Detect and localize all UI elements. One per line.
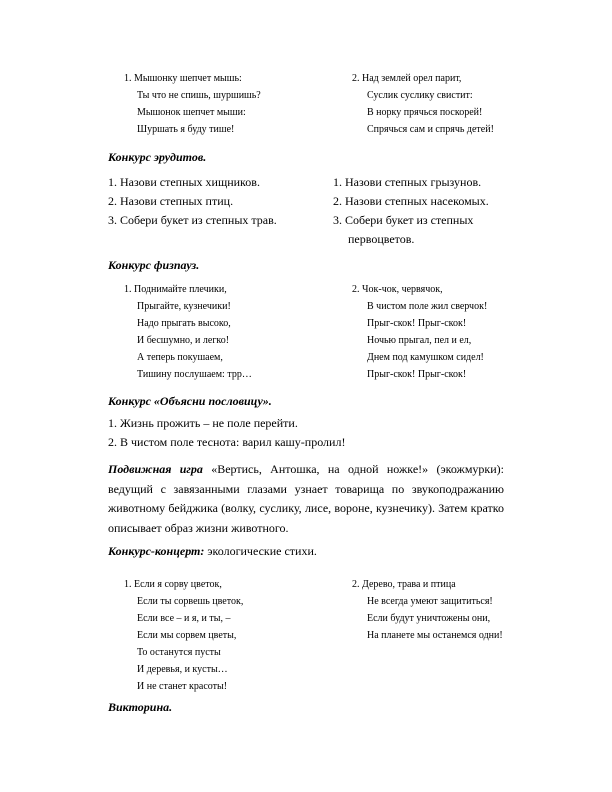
proverb-item: 1. Жизнь прожить – не поле перейти. [108,416,298,430]
concert-left-line: Если все – и я, и ты, – [137,613,231,624]
concert-heading-line [108,544,317,559]
heading-quiz: Викторина. [108,700,173,714]
proverb-item: 2. В чистом поле теснота: варил кашу-пролил! [108,435,346,449]
heading-fizpause: Конкурс физпауз. [108,258,200,272]
concert-heading-tail: экологические стихи. [204,544,317,558]
poem-top-right-line: В норку прячься поскорей! [367,107,483,118]
fizpause-left-line: И бесшумно, и легко! [137,335,230,346]
erudite-left-item: 1. Назови степных хищников. [108,175,260,189]
fizpause-left-line: Тишину послушаем: трр… [137,369,252,380]
fizpause-right-line: 2. Чок-чок, червячок, [352,284,443,295]
game-text: «Вертись, Антошка, на одной ножке!» (экожмурки): ведущий с завязанными глазами узнает товарища по звукоподражанию животному бейджика (волку, суслику, лисе, вороне, кузнечику). Затем кратко описывает образ жизни животного. [108,462,504,535]
poem-top-left-line: Мышонок шепчет мыши: [137,107,246,118]
concert-left-line: Если мы сорвем цветы, [137,630,237,641]
fizpause-left-line: 1. Поднимайте плечики, [124,284,227,295]
poem-top-left-line: 1. Мышонку шепчет мышь: [124,73,242,84]
fizpause-right-line: В чистом поле жил сверчок! [367,301,488,312]
fizpause-right-line: Днем под камушком сидел! [367,352,484,363]
erudite-left-item: 3. Собери букет из степных трав. [108,213,277,227]
erudite-right-item-cont: первоцветов. [348,232,415,246]
concert-left-line: И деревья, и кусты… [137,664,228,675]
heading-concert: Конкурс-концерт: [108,544,205,558]
concert-left-line: И не станет красоты! [137,681,228,692]
poem-top-left-line: Ты что не спишь, шуршишь? [137,90,261,101]
concert-left-line: Если ты сорвешь цветок, [137,596,244,607]
heading-proverb: Конкурс «Объясни пословицу». [108,394,272,408]
concert-right-line: Если будут уничтожены они, [367,613,491,624]
fizpause-left-line: А теперь покушаем, [137,352,223,363]
erudite-right-item: 1. Назови степных грызунов. [333,175,482,189]
poem-top-right-line: 2. Над землей орел парит, [352,73,462,84]
concert-right-line: Не всегда умеют защититься! [367,596,493,607]
fizpause-right-line: Прыг-скок! Прыг-скок! [367,318,467,329]
game-paragraph [108,460,504,538]
fizpause-right-line: Ночью прыгал, пел и ел, [367,335,472,346]
fizpause-left-line: Надо прыгать высоко, [137,318,231,329]
fizpause-left-line: Прыгайте, кузнечики! [137,301,231,312]
poem-top-right-line: Суслик суслику свистит: [367,90,473,101]
poem-top-right-line: Спрячься сам и спрячь детей! [367,124,494,135]
erudite-right-item: 3. Собери букет из степных [333,213,474,227]
heading-erudite: Конкурс эрудитов. [108,150,207,164]
erudite-right-item: 2. Назови степных насекомых. [333,194,489,208]
fizpause-right-line: Прыг-скок! Прыг-скок! [367,369,467,380]
concert-left-line: 1. Если я сорву цветок, [124,579,222,590]
game-lead: Подвижная игра [108,462,203,476]
erudite-left-item: 2. Назови степных птиц. [108,194,234,208]
poem-top-left-line: Шуршать я буду тише! [137,124,235,135]
concert-right-line: 2. Дерево, трава и птица [352,579,456,590]
concert-left-line: То останутся пусты [137,647,221,658]
concert-right-line: На планете мы останемся одни! [367,630,503,641]
